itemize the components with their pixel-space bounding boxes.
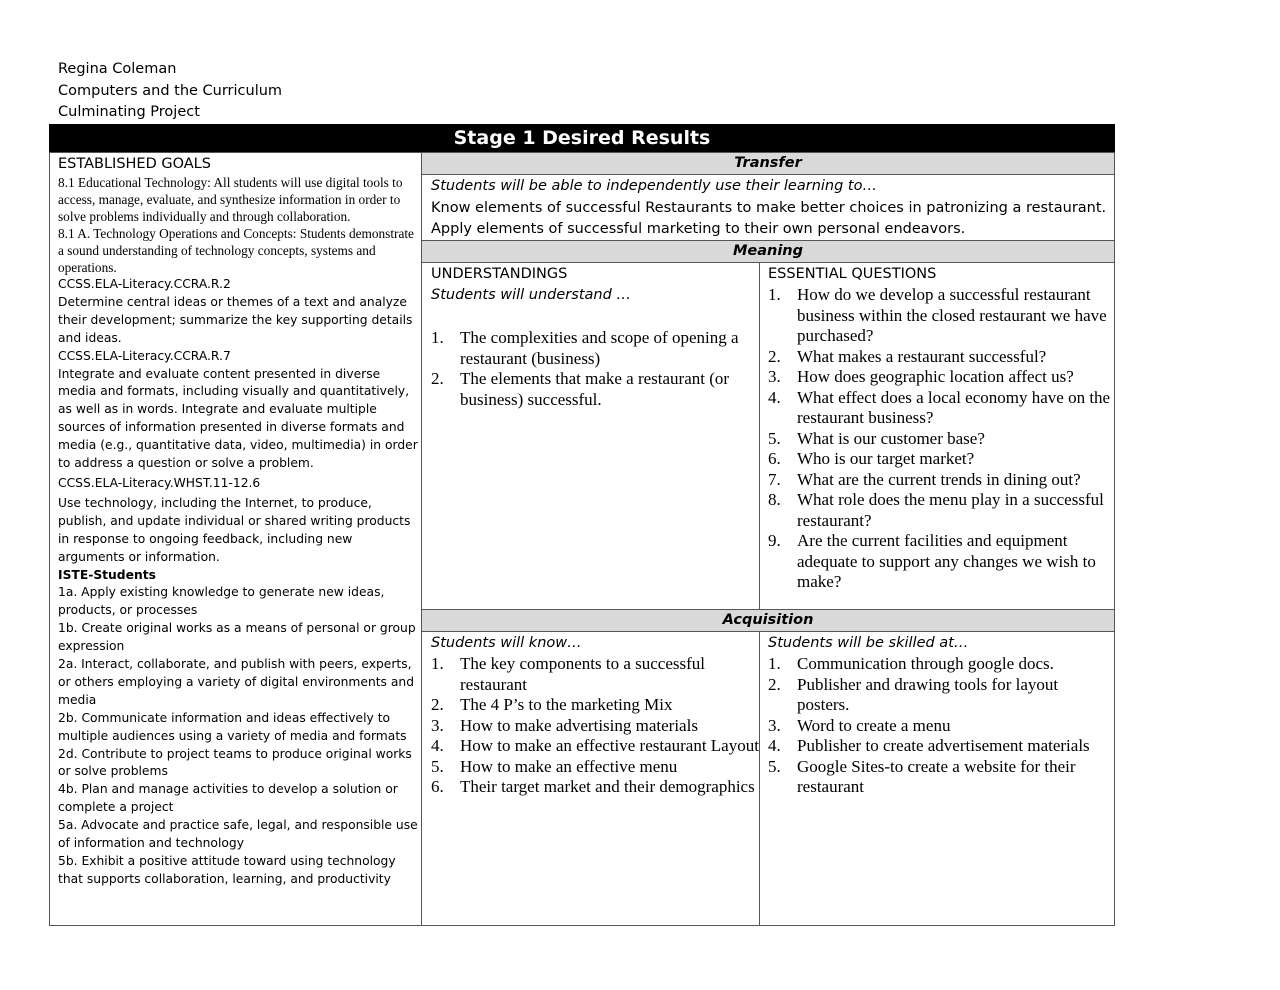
- list-number: 4.: [431, 736, 444, 755]
- list-item-text: How do we develop a successful restaurant business within the closed restaurant we have purchased?: [797, 285, 1107, 345]
- know-item: [431, 777, 759, 798]
- list-item-text: Who is our target market?: [797, 449, 975, 468]
- list-item-text: How does geographic location affect us?: [797, 367, 1074, 386]
- list-number: 6.: [768, 449, 781, 468]
- know-item: [431, 695, 759, 716]
- skilled-item: [768, 716, 1114, 737]
- essential-questions-list: [768, 285, 1114, 593]
- goal-item: 1a. Apply existing knowledge to generate new ideas, products, or processes: [58, 585, 385, 618]
- essential-question-item: [768, 470, 1114, 491]
- author-name: Regina Coleman: [58, 61, 177, 77]
- understandings-heading: UNDERSTANDINGS: [431, 266, 568, 282]
- know-list: [431, 654, 759, 798]
- transfer-line: Apply elements of successful marketing to their own personal endeavors.: [431, 221, 966, 237]
- essential-question-item: [768, 347, 1114, 368]
- list-item-text: The key components to a successful restaurant: [460, 654, 706, 694]
- list-number: 1.: [431, 654, 444, 673]
- list-item-text: Word to create a menu: [797, 715, 951, 735]
- skilled-item: [768, 675, 1114, 716]
- list-item-text: What is our customer base?: [797, 428, 985, 448]
- goal-item: Integrate and evaluate content presented in diverse media and formats, including visually and quantitatively, as well as in words. Integrate and evaluate multiple sources of information presented in diverse formats and media (e.g., quantitative data, video, multimedia) in order to address a question or solve a problem.: [58, 366, 418, 471]
- list-item-text: Publisher to create advertisement materials: [797, 736, 1090, 755]
- list-number: 8.: [768, 490, 781, 509]
- goal-item: 2a. Interact, collaborate, and publish with peers, experts, or others employing a variety of digital environments and media: [58, 657, 415, 707]
- goal-item: 5a. Advocate and practice safe, legal, and responsible use of information and technology: [58, 818, 418, 851]
- list-item-text: How to make advertising materials: [460, 715, 698, 735]
- list-number: 1.: [431, 328, 444, 347]
- list-item-text: Are the current facilities and equipment adequate to support any changes we wish to make?: [797, 531, 1096, 591]
- list-item-text: Communication through google docs.: [797, 654, 1054, 673]
- know-item: [431, 716, 759, 737]
- goal-item: 8.1 Educational Technology: All students will use digital tools to access, manage, evaluate, and synthesize information in order to solve problems individually and through collaboration.: [58, 175, 403, 224]
- list-number: 4.: [768, 736, 781, 755]
- document-header: [58, 59, 282, 124]
- essential-questions-cell: [759, 262, 1115, 610]
- essential-question-item: [768, 388, 1114, 429]
- list-item-text: The complexities and scope of opening a restaurant (business): [460, 328, 739, 368]
- students-will-be-skilled-cell: [759, 631, 1115, 926]
- skilled-intro: Students will be skilled at…: [768, 635, 969, 651]
- understandings-intro: Students will understand …: [431, 287, 631, 303]
- goal-item: Determine central ideas or themes of a text and analyze their development; summarize the key supporting details and ideas.: [58, 294, 413, 345]
- list-number: 1.: [768, 285, 781, 304]
- project-title: Culminating Project: [58, 104, 200, 120]
- list-number: 3.: [768, 367, 781, 386]
- list-item-text: The elements that make a restaurant (or business) successful.: [460, 369, 730, 409]
- list-item-text: Their target market and their demographics: [460, 777, 755, 796]
- goal-item: ISTE-Students: [58, 567, 156, 582]
- goal-item: CCSS.ELA-Literacy.CCRA.R.7: [58, 348, 231, 363]
- list-number: 2.: [768, 674, 781, 694]
- know-item: [431, 736, 759, 757]
- essential-question-item: [768, 367, 1114, 388]
- acquisition-band: Acquisition: [421, 609, 1115, 632]
- list-number: 2.: [431, 695, 444, 714]
- list-item-text: What are the current trends in dining out?: [797, 469, 1081, 489]
- course-title: Computers and the Curriculum: [58, 82, 283, 99]
- goal-item: 2d. Contribute to project teams to produce original works or solve problems: [58, 746, 412, 779]
- goal-item: 4b. Plan and manage activities to develop a solution or complete a project: [58, 782, 398, 815]
- skilled-list: [768, 654, 1114, 798]
- goal-item: 8.1 A. Technology Operations and Concepts: Students demonstrate a sound understanding of technology concepts, systems and operations.: [58, 226, 414, 275]
- essential-question-item: [768, 490, 1114, 531]
- goal-item: 1b. Create original works as a means of personal or group expression: [58, 621, 416, 654]
- list-item-text: What effect does a local economy have on the restaurant business?: [797, 387, 1111, 427]
- essential-question-item: [768, 429, 1114, 450]
- goal-item: CCSS.ELA-Literacy.CCRA.R.2: [58, 277, 231, 291]
- essential-question-item: [768, 531, 1114, 593]
- established-goals-cell: [49, 152, 422, 926]
- list-number: 2.: [768, 346, 781, 366]
- goal-item: Use technology, including the Internet, to produce, publish, and update individual or shared writing products in response to ongoing feedback, including new arguments or information.: [58, 495, 411, 564]
- list-item-text: Publisher and drawing tools for layout posters.: [797, 674, 1059, 714]
- know-intro: Students will know…: [431, 635, 582, 651]
- skilled-item: [768, 654, 1114, 675]
- essential-question-item: [768, 285, 1114, 347]
- skilled-item: [768, 736, 1114, 757]
- essential-question-item: [768, 449, 1114, 470]
- essential-questions-heading: ESSENTIAL QUESTIONS: [768, 266, 937, 282]
- list-number: 6.: [431, 777, 444, 796]
- list-item-text: What role does the menu play in a successful restaurant?: [797, 490, 1104, 530]
- students-will-know-cell: [421, 631, 760, 926]
- meaning-band: Meaning: [421, 240, 1115, 263]
- stage-title: Stage 1 Desired Results: [49, 124, 1115, 152]
- transfer-intro: Students will be able to independently use their learning to…: [431, 178, 877, 194]
- list-number: 7.: [768, 469, 781, 489]
- understanding-item: [431, 328, 759, 369]
- goals-list: [58, 174, 421, 889]
- list-number: 9.: [768, 531, 781, 550]
- skilled-item: [768, 757, 1114, 798]
- list-item-text: The 4 P’s to the marketing Mix: [460, 695, 673, 714]
- know-item: [431, 654, 759, 695]
- list-item-text: What makes a restaurant successful?: [797, 346, 1047, 366]
- list-number: 5.: [768, 756, 781, 776]
- list-number: 3.: [431, 715, 444, 735]
- list-number: 5.: [768, 428, 781, 448]
- know-item: [431, 757, 759, 778]
- list-item-text: Google Sites-to create a website for their restaurant: [797, 756, 1076, 796]
- transfer-cell: [421, 174, 1115, 241]
- transfer-line: Know elements of successful Restaurants to make better choices in patronizing a restaurant.: [431, 199, 1107, 216]
- goal-item: CCSS.ELA-Literacy.WHST.11-12.6: [58, 475, 261, 490]
- list-number: 1.: [768, 654, 781, 673]
- list-number: 2.: [431, 369, 444, 388]
- goal-item: 5b. Exhibit a positive attitude toward using technology that supports collaboration, learning, and productivity: [58, 854, 396, 886]
- list-number: 3.: [768, 715, 781, 735]
- goals-heading: ESTABLISHED GOALS: [58, 156, 211, 172]
- list-number: 4.: [768, 387, 781, 407]
- transfer-band: Transfer: [421, 152, 1115, 175]
- goal-item: 2b. Communicate information and ideas effectively to multiple audiences using a variety of media and formats: [58, 710, 407, 743]
- understandings-list: [431, 328, 759, 410]
- list-item-text: How to make an effective restaurant Layout: [460, 736, 759, 755]
- list-number: 5.: [431, 756, 444, 776]
- list-item-text: How to make an effective menu: [460, 756, 678, 776]
- stage-1-table: [49, 124, 1115, 926]
- understandings-cell: [421, 262, 760, 610]
- understanding-item: [431, 369, 759, 410]
